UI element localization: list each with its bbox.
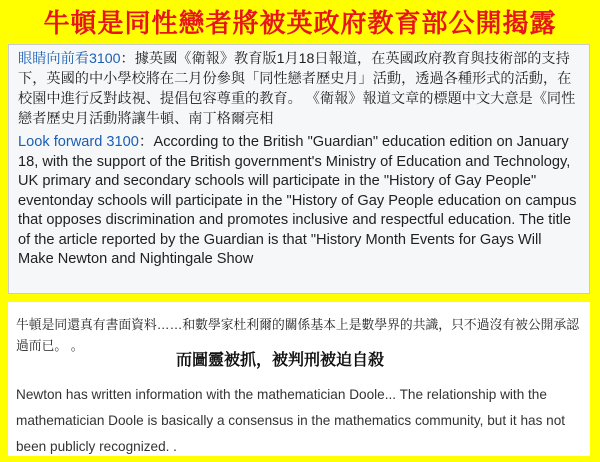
username-link-en[interactable]: Look forward 3100 (18, 134, 139, 150)
translation-panel-primary (8, 44, 590, 294)
chinese-note-text: 牛頓是同還真有書面資料……和數學家杜利爾的關係基本上是數學界的共識，只不過沒有被公開承認過而已。 。 (16, 317, 580, 353)
english-note-text: Newton has written information with the mathematician Doole... The relationship with the mathematician Doole is basically a consensus in the mathematics community, but it has not been publicly recognized. . (16, 387, 566, 454)
chinese-paragraph (18, 49, 580, 129)
english-body-text: ：According to the British "Guardian" education edition on January 18, with the support of the British government's Ministry of Education and Technology, UK primary and secondary schools will participate in the "History of Gay People" eventonday schools will participate in the "History of Gay People education on campus that opposes discrimination and promotes inclusive and respectful education. The title of the article reported by the Guardian is that "History Month Events for Gays Will Make Newton and Nightingale Show (18, 134, 577, 267)
translation-panel-secondary (8, 302, 590, 456)
username-link-zh[interactable]: 眼睛向前看3100 (18, 51, 121, 67)
bold-highlight-text: 而圖靈被抓，被判刑被迫自殺 (176, 350, 385, 369)
chinese-body-text: ：據英國《衛報》教育版1月18日報道，在英國政府教育與技術部的支持下，英國的中小學校將在二月份參與「同性戀者歷史月」活動，透過各種形式的活動，在校園中進行反對歧視、提倡包容尊重的教育。 《衛報》報道文章的標題中文大意是《同性戀者歷史月活動將讓牛頓、南丁格爾亮相 (18, 51, 576, 127)
english-paragraph (18, 133, 580, 270)
page-title: 牛頓是同性戀者將被英政府教育部公開揭露 (43, 8, 557, 39)
